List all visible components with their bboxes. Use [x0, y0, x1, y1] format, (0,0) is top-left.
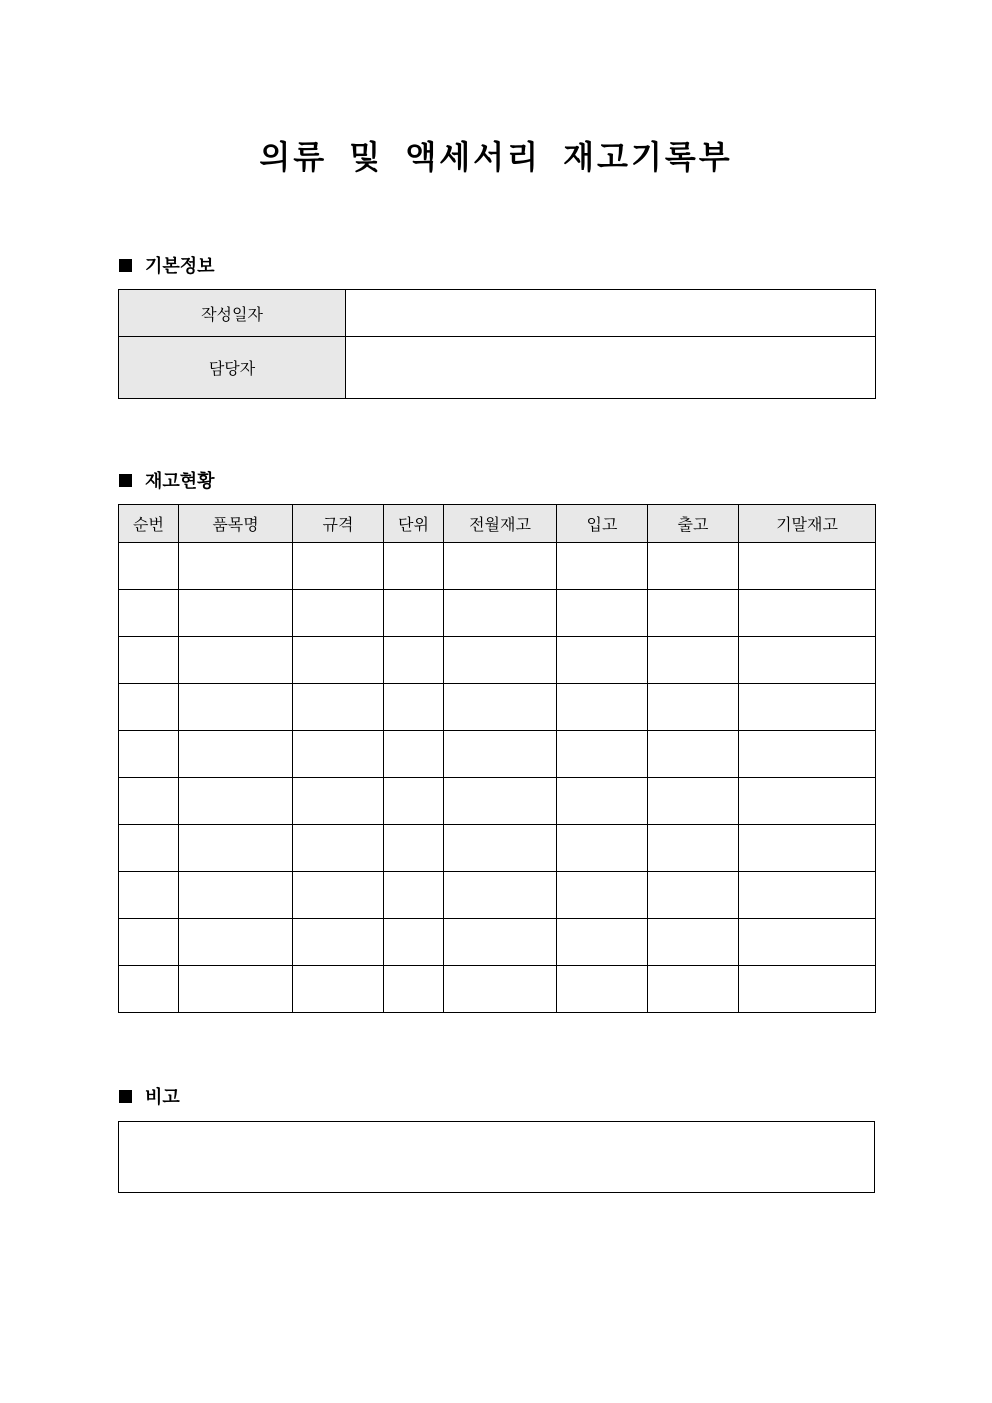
table-cell[interactable]	[119, 966, 179, 1013]
table-cell[interactable]	[119, 543, 179, 590]
table-cell[interactable]	[444, 919, 557, 966]
table-cell[interactable]	[179, 919, 293, 966]
table-cell[interactable]	[557, 825, 648, 872]
table-cell[interactable]	[179, 543, 293, 590]
table-cell[interactable]	[739, 778, 876, 825]
table-cell[interactable]	[119, 872, 179, 919]
table-cell[interactable]	[119, 778, 179, 825]
table-cell[interactable]	[119, 825, 179, 872]
info-label-manager: 담당자	[119, 337, 346, 399]
inventory-header-row	[119, 505, 876, 543]
table-cell[interactable]	[739, 637, 876, 684]
table-cell[interactable]	[739, 731, 876, 778]
table-cell[interactable]	[648, 731, 739, 778]
table-cell[interactable]	[739, 966, 876, 1013]
inventory-body	[119, 543, 876, 1013]
table-cell[interactable]	[293, 919, 384, 966]
square-bullet-icon	[119, 474, 132, 487]
table-cell[interactable]	[384, 637, 444, 684]
table-row	[119, 919, 876, 966]
table-cell[interactable]	[648, 872, 739, 919]
table-cell[interactable]	[557, 919, 648, 966]
table-cell[interactable]	[384, 872, 444, 919]
info-value-date[interactable]	[346, 290, 876, 337]
table-cell[interactable]	[557, 778, 648, 825]
table-cell[interactable]	[648, 684, 739, 731]
table-cell[interactable]	[444, 684, 557, 731]
table-cell[interactable]	[293, 966, 384, 1013]
table-cell[interactable]	[179, 590, 293, 637]
table-cell[interactable]	[648, 778, 739, 825]
basic-info-heading	[119, 253, 215, 277]
table-row	[119, 966, 876, 1013]
table-cell[interactable]	[293, 543, 384, 590]
table-cell[interactable]	[119, 684, 179, 731]
table-cell[interactable]	[119, 590, 179, 637]
table-cell[interactable]	[648, 825, 739, 872]
square-bullet-icon	[119, 1090, 132, 1103]
table-cell[interactable]	[179, 731, 293, 778]
table-cell[interactable]	[119, 637, 179, 684]
table-cell[interactable]	[384, 684, 444, 731]
col-header-outgoing: 출고	[648, 505, 739, 543]
table-cell[interactable]	[179, 825, 293, 872]
table-cell[interactable]	[739, 919, 876, 966]
basic-info-heading-label: 기본정보	[145, 256, 215, 277]
col-header-seq: 순번	[119, 505, 179, 543]
remarks-box[interactable]	[118, 1121, 875, 1193]
table-cell[interactable]	[384, 966, 444, 1013]
col-header-end-stock: 기말재고	[739, 505, 876, 543]
table-cell[interactable]	[739, 872, 876, 919]
table-cell[interactable]	[293, 825, 384, 872]
table-cell[interactable]	[384, 731, 444, 778]
table-cell[interactable]	[739, 825, 876, 872]
inventory-heading	[119, 468, 215, 492]
table-cell[interactable]	[739, 684, 876, 731]
remarks-heading-label: 비고	[145, 1087, 180, 1108]
info-row-manager	[119, 337, 876, 399]
table-cell[interactable]	[444, 825, 557, 872]
table-cell[interactable]	[444, 731, 557, 778]
table-row	[119, 872, 876, 919]
table-row	[119, 778, 876, 825]
table-cell[interactable]	[384, 778, 444, 825]
table-cell[interactable]	[739, 543, 876, 590]
table-cell[interactable]	[648, 543, 739, 590]
table-cell[interactable]	[293, 684, 384, 731]
col-header-unit: 단위	[384, 505, 444, 543]
remarks-heading	[119, 1084, 180, 1108]
table-cell[interactable]	[557, 872, 648, 919]
table-cell[interactable]	[293, 590, 384, 637]
table-row	[119, 637, 876, 684]
table-row	[119, 590, 876, 637]
table-cell[interactable]	[119, 731, 179, 778]
col-header-incoming: 입고	[557, 505, 648, 543]
col-header-item-name: 품목명	[179, 505, 293, 543]
table-cell[interactable]	[444, 590, 557, 637]
table-cell[interactable]	[293, 778, 384, 825]
table-row	[119, 825, 876, 872]
col-header-prev-stock: 전월재고	[444, 505, 557, 543]
table-cell[interactable]	[557, 684, 648, 731]
table-cell[interactable]	[384, 590, 444, 637]
table-cell[interactable]	[557, 731, 648, 778]
table-cell[interactable]	[648, 919, 739, 966]
table-cell[interactable]	[293, 731, 384, 778]
table-cell[interactable]	[557, 966, 648, 1013]
table-cell[interactable]	[179, 872, 293, 919]
table-cell[interactable]	[444, 966, 557, 1013]
table-cell[interactable]	[293, 872, 384, 919]
table-cell[interactable]	[179, 684, 293, 731]
table-cell[interactable]	[444, 543, 557, 590]
table-row	[119, 731, 876, 778]
table-cell[interactable]	[444, 872, 557, 919]
table-cell[interactable]	[557, 637, 648, 684]
table-cell[interactable]	[557, 543, 648, 590]
inventory-table	[118, 504, 876, 1013]
table-cell[interactable]	[384, 543, 444, 590]
table-cell[interactable]	[179, 966, 293, 1013]
info-value-manager[interactable]	[346, 337, 876, 399]
table-cell[interactable]	[648, 966, 739, 1013]
table-cell[interactable]	[384, 919, 444, 966]
col-header-spec: 규격	[293, 505, 384, 543]
info-label-date: 작성일자	[119, 290, 346, 337]
table-cell[interactable]	[557, 590, 648, 637]
table-cell[interactable]	[179, 778, 293, 825]
table-cell[interactable]	[119, 919, 179, 966]
table-cell[interactable]	[739, 590, 876, 637]
table-cell[interactable]	[648, 637, 739, 684]
inventory-heading-label: 재고현황	[145, 471, 215, 492]
table-cell[interactable]	[444, 637, 557, 684]
table-row	[119, 684, 876, 731]
basic-info-table	[118, 289, 876, 399]
table-cell[interactable]	[384, 825, 444, 872]
table-cell[interactable]	[648, 590, 739, 637]
table-row	[119, 543, 876, 590]
page-title: 의류 및 액세서리 재고기록부	[259, 138, 733, 176]
table-cell[interactable]	[444, 778, 557, 825]
info-row-date	[119, 290, 876, 337]
table-cell[interactable]	[293, 637, 384, 684]
table-cell[interactable]	[179, 637, 293, 684]
square-bullet-icon	[119, 259, 132, 272]
